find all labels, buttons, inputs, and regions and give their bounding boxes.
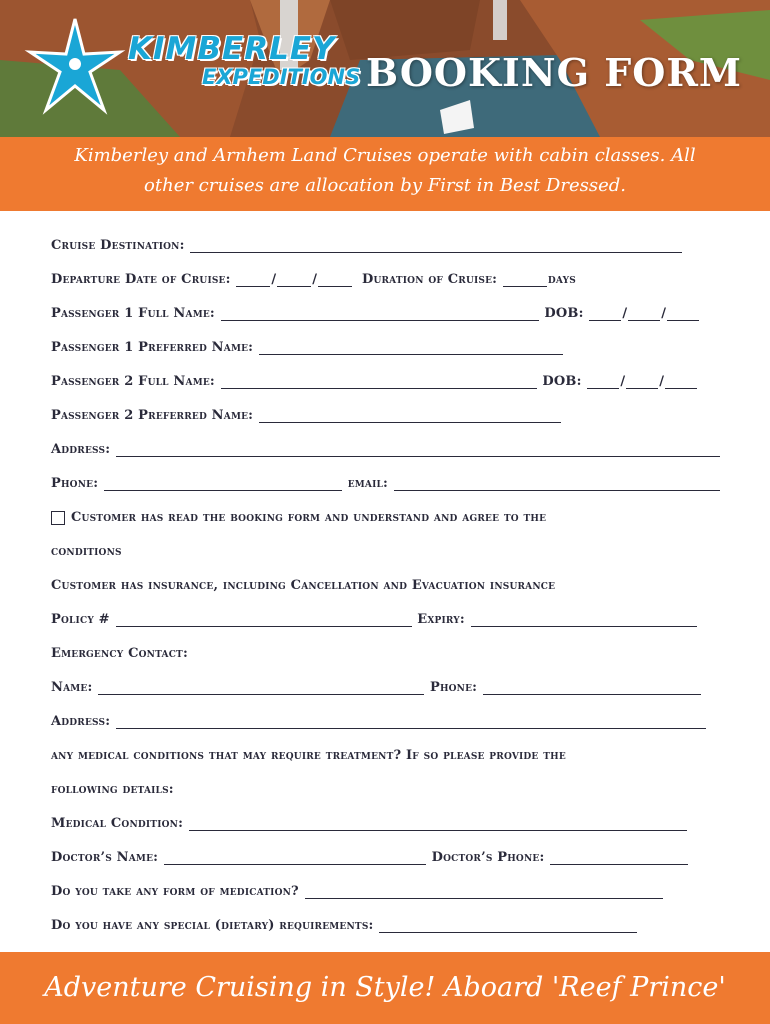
doctor-phone-field[interactable] (550, 852, 688, 865)
passenger2-preferred-field[interactable] (259, 410, 561, 423)
medical-question-line1: any medical conditions that may require treatment? If so please provide the (51, 748, 566, 763)
doctor-row (51, 850, 741, 872)
emergency-name-label: Name: (51, 680, 93, 695)
cruise-destination-field[interactable] (190, 240, 682, 253)
passenger1-dob-month-field[interactable] (628, 308, 660, 321)
date-separator: / (622, 306, 628, 321)
date-separator: / (620, 374, 626, 389)
doctor-name-label: Doctor’s Name: (51, 850, 159, 865)
duration-field[interactable] (503, 274, 547, 287)
passenger2-preferred-row (51, 408, 741, 430)
policy-row (51, 612, 741, 634)
medical-condition-row (51, 816, 741, 838)
medical-question-line2: following details: (51, 782, 174, 797)
passenger1-row (51, 306, 741, 328)
passenger1-preferred-label: Passenger 1 Preferred Name: (51, 340, 254, 355)
emergency-phone-field[interactable] (483, 682, 701, 695)
dietary-row (51, 918, 741, 940)
medical-question-row-continued (51, 782, 741, 804)
emergency-address-row (51, 714, 741, 736)
doctor-phone-label: Doctor’s Phone: (431, 850, 545, 865)
footer-banner (0, 952, 770, 1024)
email-field[interactable] (394, 478, 720, 491)
emergency-address-field[interactable] (116, 716, 706, 729)
date-separator: / (661, 306, 667, 321)
header-hero-image (0, 0, 770, 137)
medical-condition-label: Medical Condition: (51, 816, 184, 831)
info-banner (0, 137, 770, 211)
phone-field[interactable] (104, 478, 342, 491)
passenger1-name-field[interactable] (221, 308, 539, 321)
dietary-field[interactable] (379, 920, 637, 933)
cruise-destination-row (51, 238, 741, 260)
doctor-name-field[interactable] (164, 852, 426, 865)
emergency-address-label: Address: (51, 714, 111, 729)
insurance-row (51, 578, 741, 600)
departure-month-field[interactable] (277, 274, 311, 287)
passenger2-preferred-label: Passenger 2 Preferred Name: (51, 408, 254, 423)
banner-line-2: other cruises are allocation by First in Best Dressed. (144, 175, 626, 196)
brand-line-1: KIMBERLEY (128, 31, 336, 67)
duration-label: Duration of Cruise: (361, 272, 498, 287)
agree-label-line2: conditions (51, 544, 122, 559)
policy-label: Policy # (51, 612, 110, 627)
medication-row (51, 884, 741, 906)
passenger2-name-field[interactable] (221, 376, 537, 389)
medical-question-row (51, 748, 741, 770)
emergency-heading-row (51, 646, 741, 668)
agree-label-line1: Customer has read the booking form and understand and agree to the (71, 510, 547, 525)
page-title: BOOKING FORM (366, 50, 742, 95)
days-label: days (547, 272, 576, 287)
passenger1-preferred-row (51, 340, 741, 362)
passenger1-preferred-field[interactable] (259, 342, 563, 355)
passenger2-name-label: Passenger 2 Full Name: (51, 374, 215, 389)
date-separator: / (312, 272, 318, 287)
expiry-label: Expiry: (417, 612, 465, 627)
medical-condition-field[interactable] (189, 818, 687, 831)
email-label: email: (347, 476, 389, 491)
brand-logo (128, 31, 361, 89)
medication-label: Do you take any form of medication? (51, 884, 299, 899)
passenger1-dob-year-field[interactable] (667, 308, 699, 321)
policy-field[interactable] (116, 614, 412, 627)
passenger1-dob-label: DOB: (544, 306, 584, 321)
address-field[interactable] (116, 444, 720, 457)
date-separator: / (659, 374, 665, 389)
brand-line-2: EXPEDITIONS (202, 65, 361, 89)
medication-field[interactable] (305, 886, 663, 899)
passenger2-dob-year-field[interactable] (665, 376, 697, 389)
agree-row (51, 510, 741, 532)
emergency-name-field[interactable] (98, 682, 424, 695)
passenger2-row (51, 374, 741, 396)
cruise-destination-label: Cruise Destination: (51, 238, 185, 253)
dietary-label: Do you have any special (dietary) requirements: (51, 918, 374, 933)
emergency-contact-heading: Emergency Contact: (51, 646, 188, 661)
passenger2-dob-day-field[interactable] (587, 376, 619, 389)
departure-day-field[interactable] (236, 274, 270, 287)
address-row (51, 442, 741, 464)
passenger2-dob-month-field[interactable] (626, 376, 658, 389)
passenger1-name-label: Passenger 1 Full Name: (51, 306, 215, 321)
banner-line-1: Kimberley and Arnhem Land Cruises operate with cabin classes. All (74, 145, 696, 166)
date-separator: / (271, 272, 277, 287)
departure-row (51, 272, 741, 294)
emergency-name-row (51, 680, 741, 702)
emergency-phone-label: Phone: (429, 680, 478, 695)
insurance-label: Customer has insurance, including Cancellation and Evacuation insurance (51, 578, 556, 593)
passenger2-dob-label: DOB: (542, 374, 582, 389)
expiry-field[interactable] (471, 614, 697, 627)
agree-checkbox[interactable] (51, 511, 65, 525)
passenger1-dob-day-field[interactable] (589, 308, 621, 321)
departure-year-field[interactable] (318, 274, 352, 287)
departure-date-label: Departure Date of Cruise: (51, 272, 231, 287)
starfish-logo-icon (20, 14, 130, 124)
footer-slogan: Adventure Cruising in Style! Aboard 'Reef Prince' (44, 972, 726, 1003)
phone-label: Phone: (51, 476, 99, 491)
address-label: Address: (51, 442, 111, 457)
contact-row (51, 476, 741, 498)
agree-row-continued (51, 544, 741, 566)
